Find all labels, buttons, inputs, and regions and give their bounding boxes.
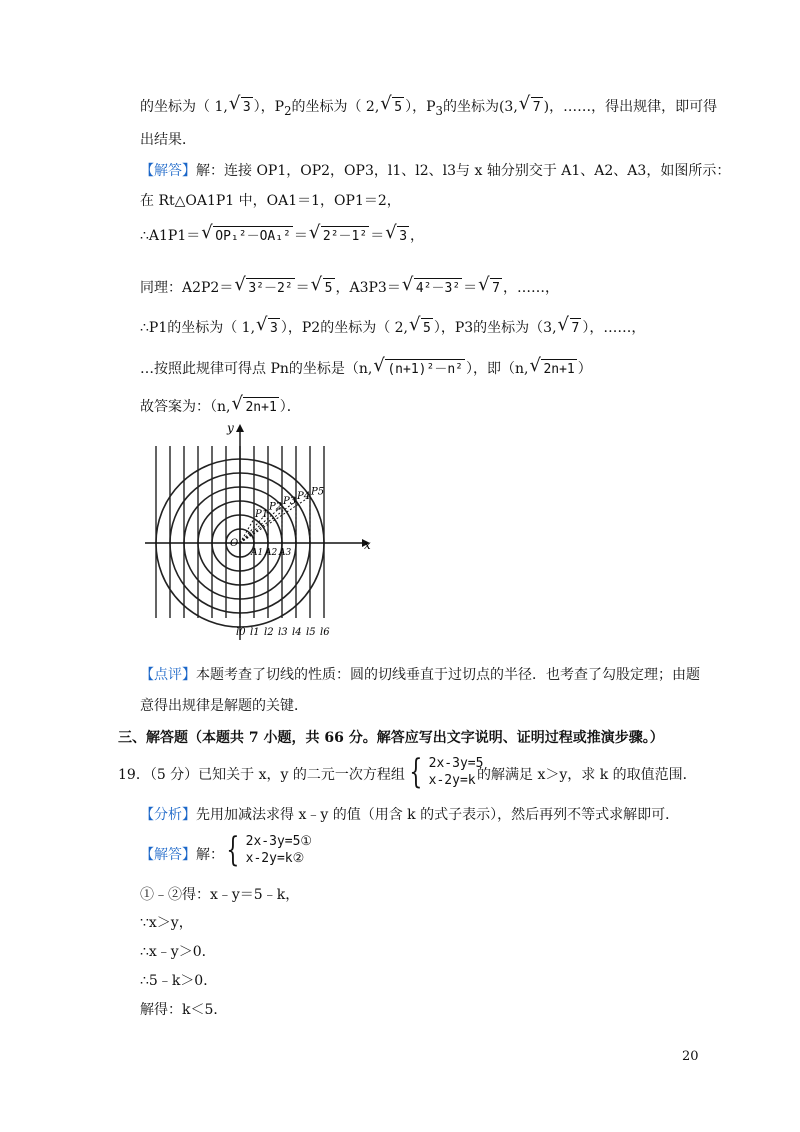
step-4 — [140, 971, 217, 991]
sqrt — [309, 226, 369, 247]
sqrt — [373, 359, 465, 380]
answer-line-2 — [140, 845, 224, 865]
text: ＝ — [295, 280, 310, 296]
l-label: l4 — [292, 627, 302, 638]
text-line-7 — [140, 318, 645, 339]
radicand: 3 — [397, 226, 409, 247]
analysis-tag: 【分析】 — [140, 807, 196, 823]
question-19 — [118, 765, 405, 785]
sqrt — [558, 318, 582, 339]
radicand: 7 — [570, 318, 582, 339]
radicand: 5 — [392, 97, 404, 118]
text-line-2 — [140, 130, 196, 150]
text-line-1 — [140, 97, 717, 121]
p-label: P4 — [297, 491, 311, 502]
analysis-line — [140, 805, 679, 825]
text: )，……，得出规律，即可得 — [543, 99, 718, 115]
text: 的坐标为(3, — [442, 99, 518, 115]
origin-label: O — [230, 538, 239, 549]
sqrt — [234, 278, 294, 299]
text: 本题考查了切线的性质：圆的切线垂直于过切点的半径．也考查了勾股定理；由题 — [196, 667, 700, 683]
answer-heading-line — [140, 161, 730, 181]
l-label: l3 — [278, 627, 288, 638]
text: ∴A1P1＝ — [140, 228, 201, 244]
radicand: 5 — [323, 278, 335, 299]
equation-2: x-2y=k — [428, 773, 476, 788]
sqrt — [229, 97, 253, 118]
text: ），P — [405, 99, 436, 115]
radicand: 2²－1² — [321, 226, 369, 247]
text: 故答案为：（n, — [140, 399, 231, 415]
l-label: l5 — [306, 627, 316, 638]
equation-1: 2x-3y=5① — [245, 834, 313, 849]
sqrt — [402, 278, 462, 299]
text: 19．（5 分）已知关于 x，y 的二元一次方程组 — [118, 767, 405, 783]
page-number: 20 — [682, 1049, 699, 1064]
brace: { — [409, 752, 423, 792]
subscript: 3 — [435, 103, 443, 118]
equation-system-2 — [222, 830, 313, 870]
text: ），即（n, — [465, 361, 529, 377]
sqrt — [380, 97, 404, 118]
a-label: A1 — [251, 548, 264, 558]
l-label: l2 — [264, 627, 274, 638]
equation-system — [405, 752, 484, 792]
text: ∴P1的坐标为（ 1, — [140, 320, 256, 336]
text: ＝ — [463, 280, 478, 296]
equation-2: x-2y=k② — [245, 851, 305, 866]
text: 在 Rt△OA1P1 中，OA1＝1，OP1＝2， — [140, 193, 401, 209]
radicand: 4²－3² — [414, 278, 462, 299]
text: ，……， — [503, 280, 559, 296]
sqrt — [201, 226, 293, 247]
a-label: A2 — [265, 548, 278, 558]
radicand: (n+1)²－n² — [385, 359, 465, 380]
text: 解得：k＜5． — [140, 1002, 228, 1018]
p-label: P5 — [311, 486, 325, 498]
text: ①﹣②得：x﹣y＝5﹣k， — [140, 887, 300, 903]
p-label: P1 — [255, 508, 269, 520]
text: ，A3P3＝ — [335, 280, 401, 296]
l-label: l1 — [250, 627, 260, 638]
p-label: P2 — [269, 501, 283, 513]
equations — [246, 833, 312, 867]
section-heading — [118, 728, 664, 748]
sqrt — [231, 397, 278, 418]
sqrt — [256, 318, 280, 339]
comment-tag: 【点评】 — [140, 667, 196, 683]
concentric-circles-figure — [140, 420, 380, 645]
equation-1: 2x-3y=5 — [428, 756, 484, 771]
text: ），P2的坐标为（ 2, — [280, 320, 409, 336]
text-line-9 — [140, 397, 301, 418]
a-label: A3 — [279, 548, 292, 558]
answer-tag-2: 【解答】 — [140, 847, 196, 863]
step-2 — [140, 913, 193, 933]
subscript: 2 — [284, 103, 292, 118]
text: 先用加减法求得 x﹣y 的值（用含 k 的式子表示），然后再列不等式求解即可． — [196, 807, 680, 823]
sqrt — [311, 278, 335, 299]
text: ＝ — [370, 228, 385, 244]
text: 的解满足 x＞y，求 k 的取值范围． — [477, 767, 697, 783]
step-1 — [140, 885, 299, 905]
text: 意得出规律是解题的关键． — [140, 698, 308, 714]
text: ） — [577, 361, 592, 377]
comment-line — [140, 665, 700, 685]
text: 解：连接 OP1，OP2，OP3，l1、l2、l3与 x 轴分别交于 A1、A2、A3，如图所示： — [196, 163, 731, 179]
text: 解： — [196, 847, 224, 863]
radicand: 5 — [421, 318, 433, 339]
radicand: 3 — [268, 318, 280, 339]
l-label: l0 — [236, 627, 246, 638]
question-19-tail — [477, 765, 697, 785]
y-axis-label: y — [227, 421, 234, 435]
text: ），P3的坐标为（3, — [433, 320, 557, 336]
text: …按照此规律可得点 Pn的坐标是（n, — [140, 361, 373, 377]
radicand: 2n+1 — [541, 359, 576, 380]
l-label: l6 — [320, 627, 330, 638]
l-labels-group — [236, 627, 330, 638]
answer-tag: 【解答】 — [140, 163, 196, 179]
radicand: 2n+1 — [243, 397, 278, 418]
text: 同理：A2P2＝ — [140, 280, 234, 296]
sqrt — [409, 318, 433, 339]
text: ），……， — [582, 320, 646, 336]
text-line-8 — [140, 359, 592, 380]
sqrt — [519, 97, 543, 118]
step-3 — [140, 942, 216, 962]
text: 的坐标为（ 1, — [140, 99, 228, 115]
text-line-4 — [140, 191, 401, 211]
radicand: 7 — [490, 278, 502, 299]
radicand: 3 — [241, 97, 253, 118]
equations — [429, 755, 484, 789]
text: ∴x﹣y＞0． — [140, 944, 216, 960]
text-line-6 — [140, 278, 559, 299]
sqrt — [385, 226, 409, 247]
radicand: OP₁²－OA₁² — [213, 226, 293, 247]
p-label: P3 — [283, 495, 297, 507]
text: 的坐标为（ 2, — [291, 99, 380, 115]
radicand: 7 — [531, 97, 543, 118]
text: 出结果． — [140, 132, 196, 148]
y-axis-arrow — [236, 424, 244, 432]
text: 三、解答题（本题共 7 小题，共 66 分。解答应写出文字说明、证明过程或推演步骤。） — [118, 730, 664, 746]
radicand: 3²－2² — [246, 278, 294, 299]
text-line-5 — [140, 226, 424, 247]
text: ）． — [279, 399, 301, 415]
text: ， — [410, 228, 425, 244]
sqrt — [529, 359, 576, 380]
text: ∴5﹣k＞0． — [140, 973, 218, 989]
step-5 — [140, 1000, 227, 1020]
text: ∵x＞y， — [140, 915, 193, 931]
a-labels-group — [250, 548, 291, 558]
x-axis-label: x — [364, 538, 371, 552]
sqrt — [478, 278, 502, 299]
text: ＝ — [293, 228, 308, 244]
brace: { — [226, 830, 240, 870]
text-line-11 — [140, 696, 308, 716]
text: ），P — [253, 99, 285, 115]
